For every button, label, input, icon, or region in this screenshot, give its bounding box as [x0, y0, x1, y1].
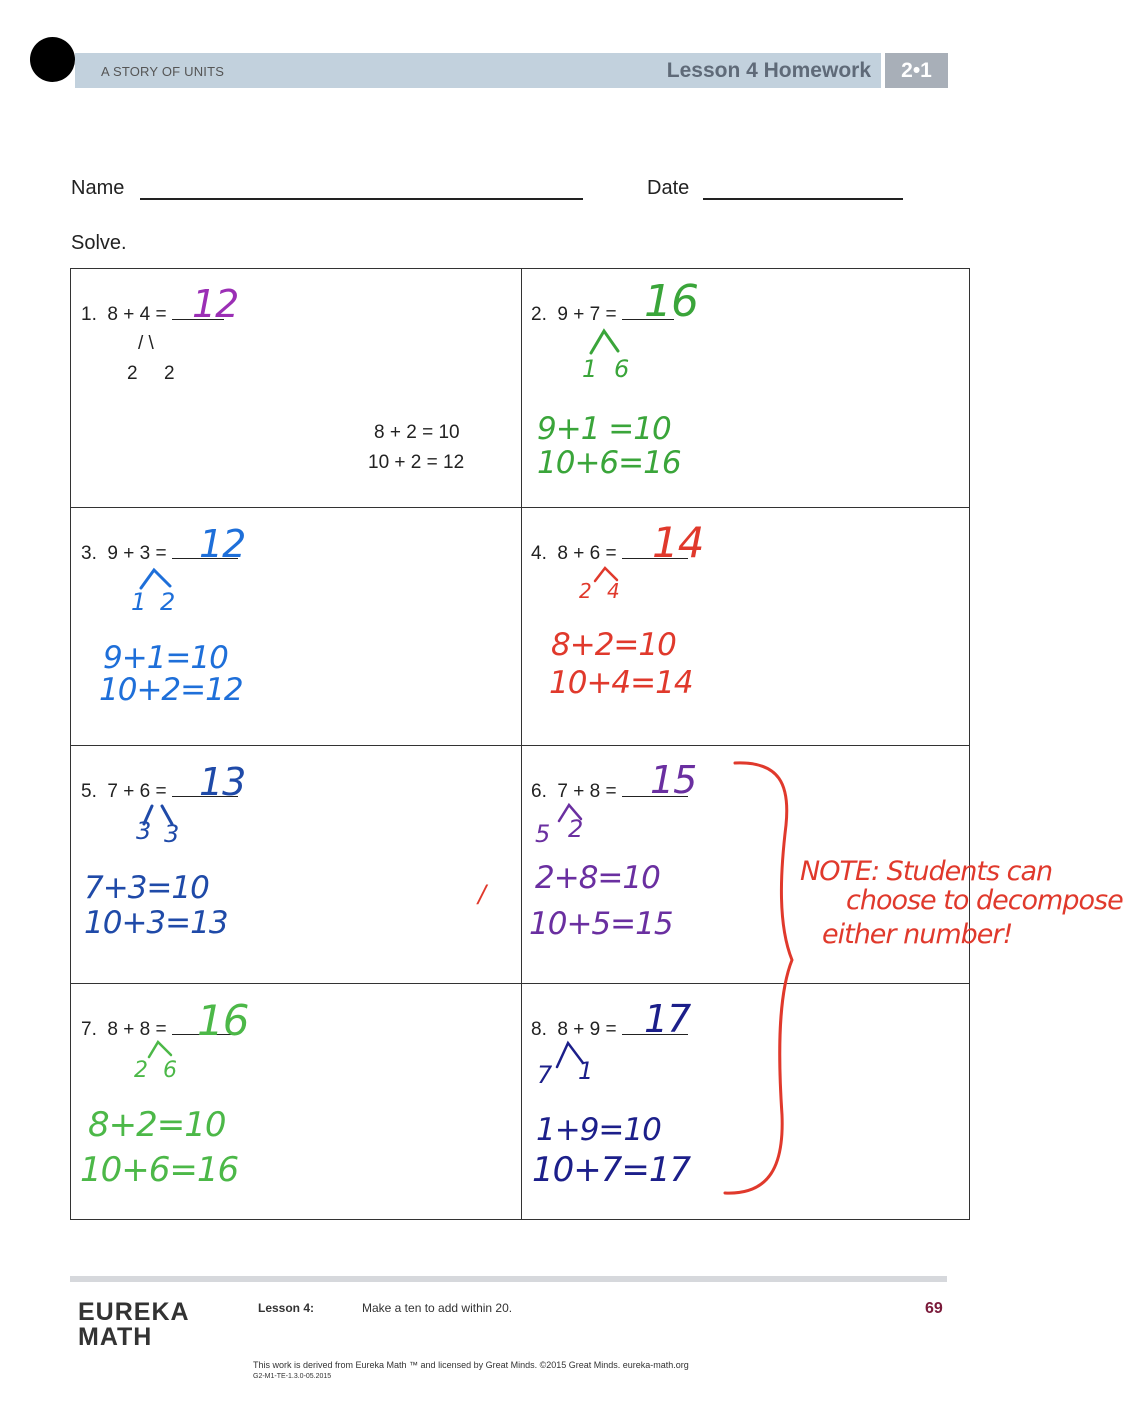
- page-number: 69: [925, 1300, 943, 1317]
- problem-4-eq2: 10+4=14: [549, 665, 693, 701]
- problem-6-prompt: 6. 7 + 8 =: [531, 780, 688, 803]
- date-field[interactable]: [703, 198, 903, 200]
- problem-2-split-b: 6: [614, 355, 629, 383]
- module-badge: 2•1: [885, 53, 948, 88]
- problem-3-split-b: 2: [160, 588, 175, 616]
- note-line-1: NOTE: Students can: [800, 856, 1053, 887]
- problem-7-eq2: 10+6=16: [80, 1150, 239, 1190]
- logo-line-2: MATH: [78, 1323, 153, 1351]
- problem-6-eq1: 2+8=10: [535, 860, 660, 896]
- problem-1-eq2: 10 + 2 = 12: [368, 452, 465, 473]
- curly-brace-icon: [720, 755, 800, 1205]
- footer-credit: This work is derived from Eureka Math ™ and licensed by Great Minds. ©2015 Great Minds. eureka-math.org: [253, 1360, 689, 1370]
- name-field[interactable]: [140, 198, 583, 200]
- problem-6-eq2: 10+5=15: [529, 906, 673, 942]
- problem-8-prompt: 8. 8 + 9 =: [531, 1018, 688, 1041]
- problem-grid: [70, 268, 970, 1220]
- problem-3-split-a: 1: [131, 588, 146, 616]
- stray-mark: /: [478, 880, 486, 908]
- problem-8-split-a: 7: [537, 1061, 552, 1089]
- note-line-3: either number!: [822, 919, 1013, 950]
- problem-5-eq2: 10+3=13: [84, 905, 228, 941]
- problem-2-branch-icon: [586, 325, 626, 355]
- problem-3-branch-icon: [138, 566, 178, 590]
- problem-1-eq1: 8 + 2 = 10: [374, 422, 460, 443]
- series-title: A STORY OF UNITS: [101, 64, 225, 79]
- lesson-title: Lesson 4 Homework: [666, 59, 871, 82]
- footer-lesson-description: Make a ten to add within 20.: [362, 1301, 513, 1315]
- problem-5-eq1: 7+3=10: [84, 870, 209, 906]
- problem-5-split-a: 3: [136, 817, 151, 845]
- problem-1-prompt: 1. 8 + 4 =: [81, 303, 224, 326]
- problem-8-split-b: 1: [578, 1057, 593, 1085]
- problem-7-prompt: 7. 8 + 8 =: [81, 1018, 238, 1041]
- problem-4-split-b: 4: [607, 579, 619, 603]
- problem-3-eq1: 9+1=10: [103, 640, 228, 676]
- problem-3-answer: 12: [199, 522, 246, 566]
- problem-8-eq1: 1+9=10: [536, 1112, 661, 1148]
- name-label: Name: [71, 177, 125, 199]
- problem-7-split-a: 2: [134, 1058, 147, 1083]
- date-label: Date: [647, 177, 690, 199]
- problem-5-split-b: 3: [164, 820, 179, 848]
- problem-4-eq1: 8+2=10: [551, 627, 676, 663]
- problem-1-branch: / \: [138, 333, 154, 354]
- note-line-2: choose to decompose: [846, 885, 1123, 916]
- problem-6-answer: 15: [650, 758, 697, 802]
- footer-code: G2-M1-TE-1.3.0-05.2015: [253, 1373, 332, 1380]
- eureka-math-logo: [78, 1300, 190, 1350]
- problem-7-split-b: 6: [163, 1058, 176, 1083]
- problem-3-prompt: 3. 9 + 3 =: [81, 542, 238, 565]
- footer-lesson-label: Lesson 4:: [258, 1301, 315, 1315]
- problem-4-split-a: 2: [579, 579, 591, 603]
- problem-5-answer: 13: [199, 760, 246, 804]
- problem-2-answer: 16: [644, 276, 698, 327]
- footer-divider: [70, 1276, 947, 1282]
- problem-2-eq2: 10+6=16: [537, 445, 681, 481]
- problem-1-split-a: 2: [127, 363, 138, 384]
- problem-3-eq2: 10+2=12: [99, 672, 243, 708]
- problem-4-answer: 14: [652, 518, 704, 567]
- problem-6-split-b: 2: [568, 815, 583, 843]
- logo-line-1: EUREKA: [78, 1298, 190, 1326]
- problem-7-eq1: 8+2=10: [88, 1105, 226, 1145]
- instruction-text: Solve.: [71, 232, 127, 254]
- problem-1-answer: 12: [192, 282, 239, 326]
- problem-7-answer: 16: [197, 996, 249, 1045]
- problem-8-eq2: 10+7=17: [532, 1150, 691, 1190]
- header-bullet-icon: [30, 37, 75, 82]
- problem-2-eq1: 9+1 =10: [537, 411, 671, 447]
- problem-2-prompt: 2. 9 + 7 =: [531, 303, 674, 326]
- problem-1-split-b: 2: [164, 363, 175, 384]
- problem-8-answer: 17: [644, 997, 691, 1041]
- problem-6-split-a: 5: [535, 820, 550, 848]
- problem-2-split-a: 1: [582, 355, 597, 383]
- problem-4-prompt: 4. 8 + 6 =: [531, 542, 688, 565]
- problem-5-prompt: 5. 7 + 6 =: [81, 780, 238, 803]
- problem-7-branch-icon: [146, 1039, 176, 1059]
